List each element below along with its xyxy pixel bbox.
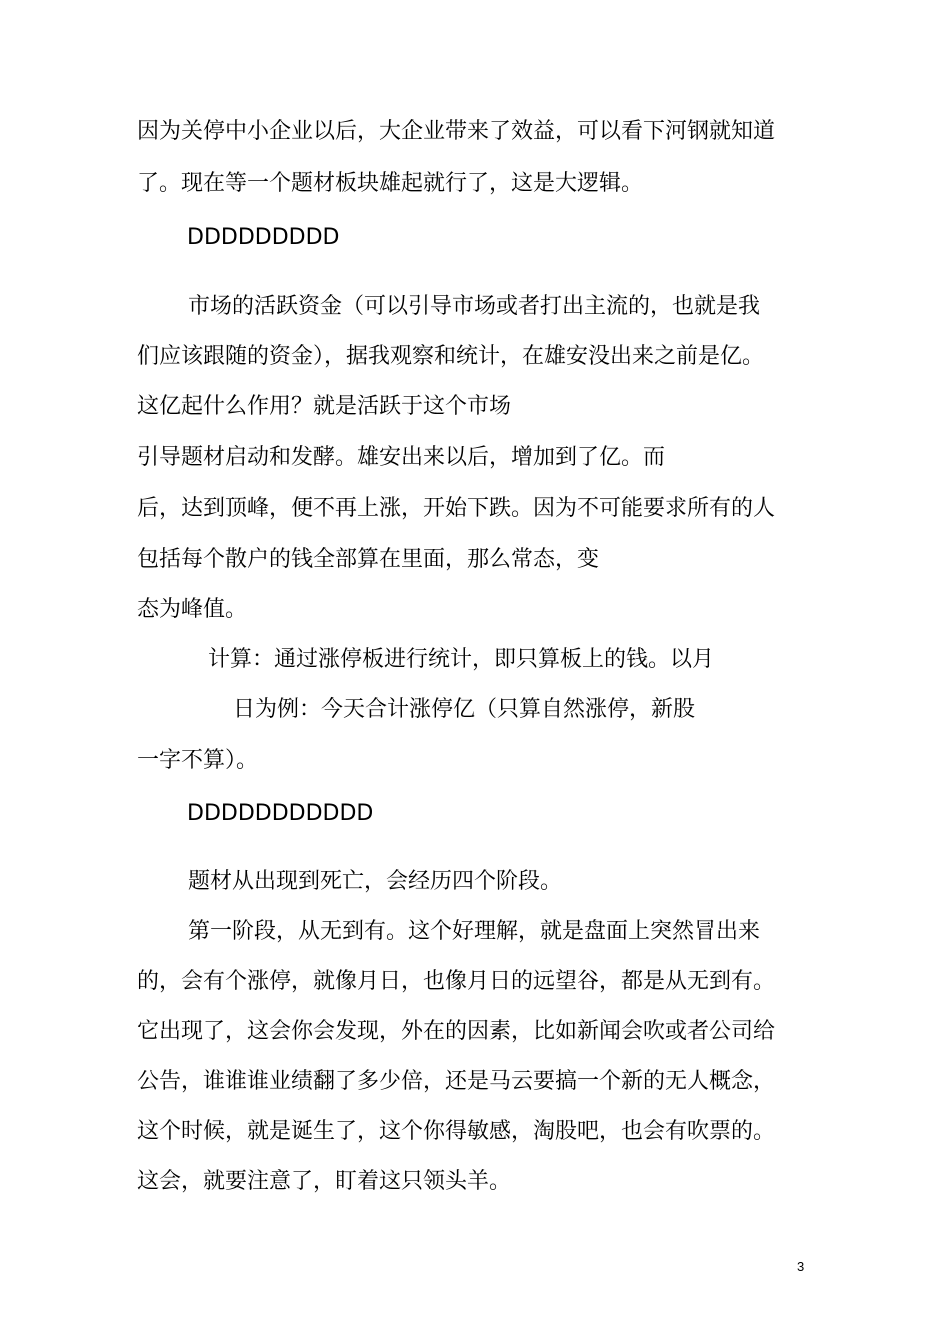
text-line: 题材从出现到死亡，会经历四个阶段。 <box>188 869 563 894</box>
text-line: 们应该跟随的资金），据我观察和统计，在雄安没出来之前是亿。 <box>137 344 765 369</box>
text-line: 的，会有个涨停，就像月日，也像月日的远望谷，都是从无到有。 <box>137 969 776 994</box>
text-line: 这个时候，就是诞生了，这个你得敏感，淘股吧，也会有吹票的。 <box>137 1119 776 1144</box>
text-line: 因为关停中小企业以后，大企业带来了效益，可以看下河钢就知道 <box>137 119 776 144</box>
text-line: 第一阶段，从无到有。这个好理解，就是盘面上突然冒出来 <box>188 919 761 944</box>
page-number: 3 <box>797 1259 805 1274</box>
text-line: DDDDDDDDD <box>187 225 340 250</box>
text-line: 日为例：今天合计涨停亿（只算自然涨停，新股 <box>233 697 696 722</box>
text-line: 后，达到顶峰，便不再上涨，开始下跌。因为不可能要求所有的人 <box>137 496 776 521</box>
text-line: 它出现了，这会你会发现，外在的因素，比如新闻会吹或者公司给 <box>137 1019 776 1044</box>
text-line: 市场的活跃资金（可以引导市场或者打出主流的，也就是我 <box>188 294 761 319</box>
text-line: DDDDDDDDDDD <box>187 801 374 826</box>
text-line: 引导题材启动和发酵。雄安出来以后，增加到了亿。而 <box>137 445 666 470</box>
text-line: 态为峰值。 <box>137 597 248 622</box>
text-line: 计算：通过涨停板进行统计，即只算板上的钱。以月 <box>208 647 715 672</box>
text-line: 一字不算）。 <box>137 748 259 773</box>
text-line: 这会，就要注意了，盯着这只领头羊。 <box>137 1169 512 1194</box>
text-line: 公告，谁谁谁业绩翻了多少倍，还是马云要搞一个新的无人概念， <box>137 1069 776 1094</box>
text-line: 了。现在等一个题材板块雄起就行了，这是大逻辑。 <box>137 171 644 196</box>
text-line: 这亿起什么作用？就是活跃于这个市场 <box>137 394 512 419</box>
text-line: 包括每个散户的钱全部算在里面，那么常态，变 <box>137 547 600 572</box>
